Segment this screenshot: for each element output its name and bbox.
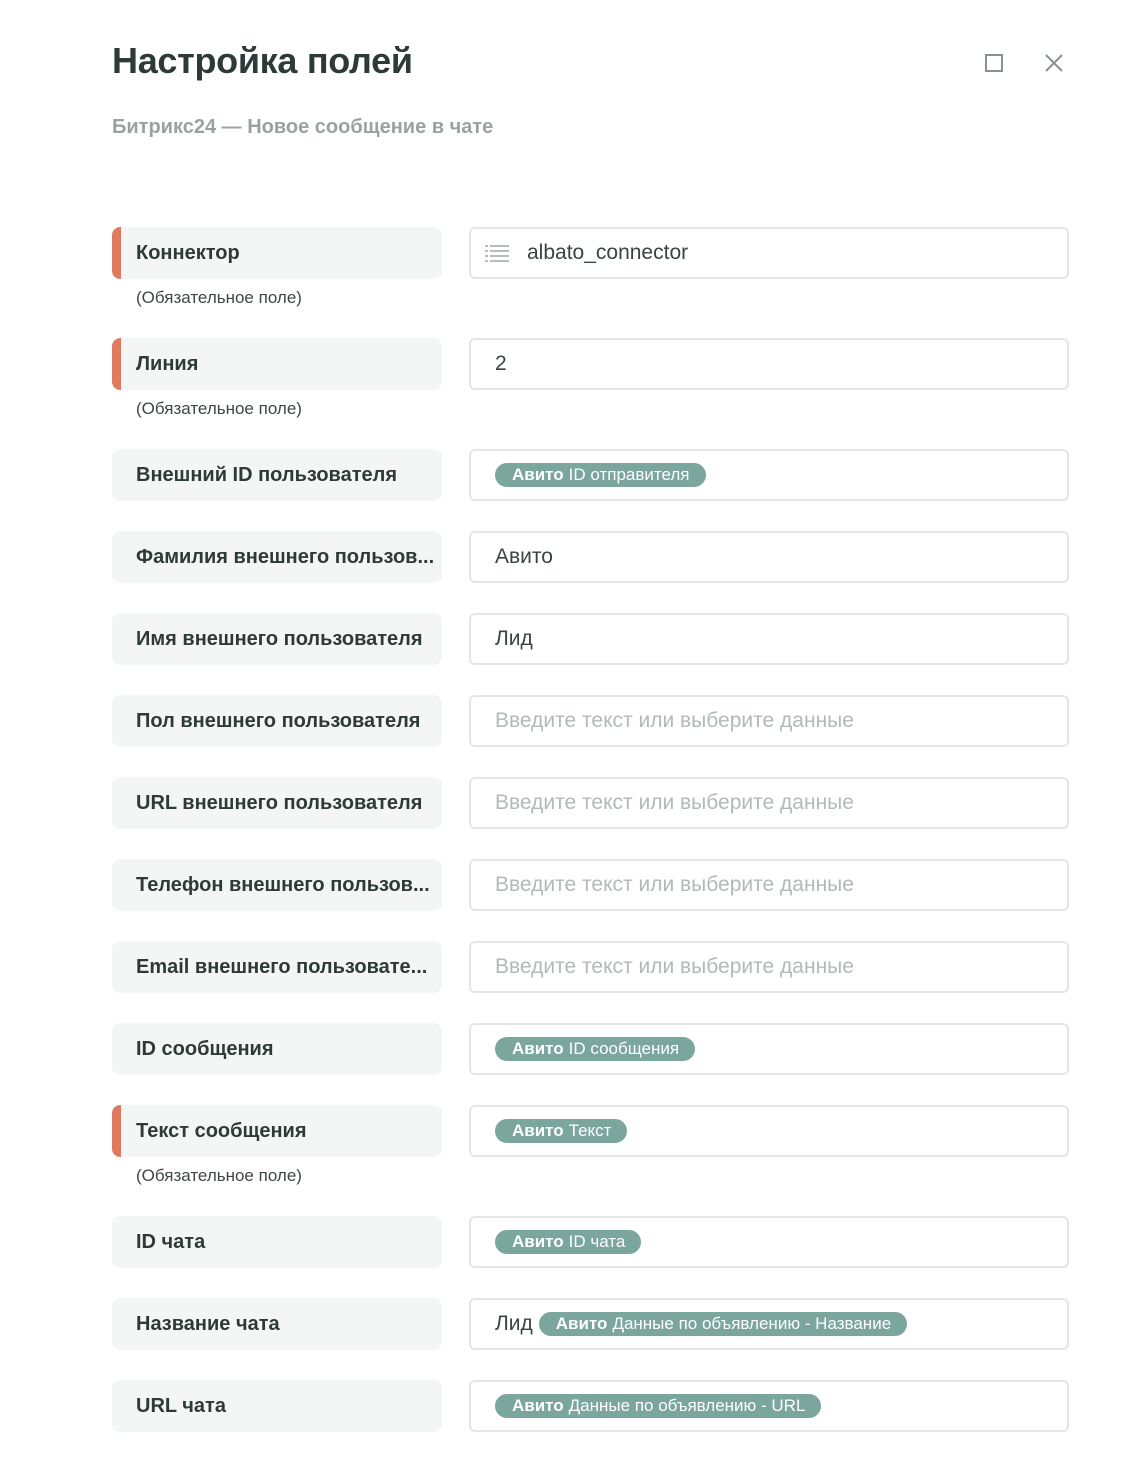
required-note: (Обязательное поле) (136, 288, 302, 307)
input-value: Авито (495, 545, 553, 568)
external-user-name-input[interactable] (469, 613, 1069, 665)
field-label: Имя внешнего пользователя (112, 613, 442, 665)
field-label: Внешний ID пользователя (112, 449, 442, 501)
line-input[interactable] (469, 338, 1069, 390)
chat-url-input[interactable] (469, 1380, 1069, 1432)
connector-select[interactable] (469, 227, 1069, 279)
field-row-line (112, 338, 1069, 449)
input-placeholder: Введите текст или выберите данные (495, 791, 854, 814)
tag-source: Авито (512, 465, 564, 484)
field-row-chat-url (112, 1380, 1069, 1462)
field-label: URL чата (112, 1380, 442, 1432)
input-placeholder: Введите текст или выберите данные (495, 709, 854, 732)
field-row-chat-name (112, 1298, 1069, 1380)
field-label: URL внешнего пользователя (112, 777, 442, 829)
message-id-input[interactable] (469, 1023, 1069, 1075)
input-value: Лид (495, 1312, 533, 1335)
field-list (112, 227, 1069, 1462)
field-row-message-text (112, 1105, 1069, 1216)
data-tag[interactable] (539, 1312, 907, 1336)
tag-source: Авито (512, 1232, 564, 1251)
data-tag[interactable] (495, 1119, 627, 1143)
field-label: Название чата (112, 1298, 442, 1350)
tag-source: Авито (512, 1396, 564, 1415)
data-tag[interactable] (495, 1230, 641, 1254)
field-label: Текст сообщения (112, 1105, 442, 1157)
maximize-icon (985, 54, 1003, 72)
field-row-external-user-gender (112, 695, 1069, 777)
tag-field: ID чата (568, 1232, 626, 1251)
field-label: ID сообщения (112, 1023, 442, 1075)
line-value: 2 (495, 352, 507, 375)
required-note: (Обязательное поле) (136, 399, 302, 418)
tag-field: Данные по объявлению - URL (568, 1396, 806, 1415)
external-user-lastname-input[interactable] (469, 531, 1069, 583)
chat-name-input[interactable] (469, 1298, 1069, 1350)
field-row-external-user-email (112, 941, 1069, 1023)
data-tag[interactable] (495, 463, 706, 487)
field-row-chat-id (112, 1216, 1069, 1298)
page-title: Настройка полей (112, 40, 413, 81)
input-placeholder: Введите текст или выберите данные (495, 955, 854, 978)
maximize-button[interactable] (977, 46, 1011, 80)
field-label: ID чата (112, 1216, 442, 1268)
field-row-external-user-lastname (112, 531, 1069, 613)
message-text-input[interactable] (469, 1105, 1069, 1157)
tag-source: Авито (512, 1039, 564, 1058)
external-user-url-input[interactable] (469, 777, 1069, 829)
tag-field: Текст (568, 1121, 612, 1140)
close-icon (1045, 54, 1063, 72)
connector-value: albato_connector (527, 241, 689, 264)
external-user-gender-input[interactable] (469, 695, 1069, 747)
field-row-connector (112, 227, 1069, 338)
field-label: Пол внешнего пользователя (112, 695, 442, 747)
field-row-external-user-url (112, 777, 1069, 859)
external-user-email-input[interactable] (469, 941, 1069, 993)
tag-source: Авито (512, 1121, 564, 1140)
input-value: Лид (495, 627, 533, 650)
field-label: Телефон внешнего пользов... (112, 859, 442, 911)
field-row-external-user-id (112, 449, 1069, 531)
page-subtitle: Битрикс24 — Новое сообщение в чате (112, 116, 494, 138)
tag-source: Авито (555, 1314, 608, 1333)
field-label: Email внешнего пользовате... (112, 941, 442, 993)
data-tag[interactable] (495, 1394, 821, 1418)
field-label: Коннектор (112, 227, 442, 279)
field-row-external-user-phone (112, 859, 1069, 941)
input-placeholder: Введите текст или выберите данные (495, 873, 854, 896)
field-label: Линия (112, 338, 442, 390)
field-row-external-user-name (112, 613, 1069, 695)
chat-id-input[interactable] (469, 1216, 1069, 1268)
data-tag[interactable] (495, 1037, 695, 1061)
list-icon (485, 244, 509, 262)
required-note: (Обязательное поле) (136, 1166, 302, 1185)
external-user-id-input[interactable] (469, 449, 1069, 501)
field-row-message-id (112, 1023, 1069, 1105)
tag-field: Данные по объявлению - Название (612, 1314, 892, 1333)
tag-field: ID сообщения (568, 1039, 680, 1058)
close-button[interactable] (1037, 46, 1071, 80)
tag-field: ID отправителя (568, 465, 690, 484)
field-label: Фамилия внешнего пользов... (112, 531, 442, 583)
external-user-phone-input[interactable] (469, 859, 1069, 911)
